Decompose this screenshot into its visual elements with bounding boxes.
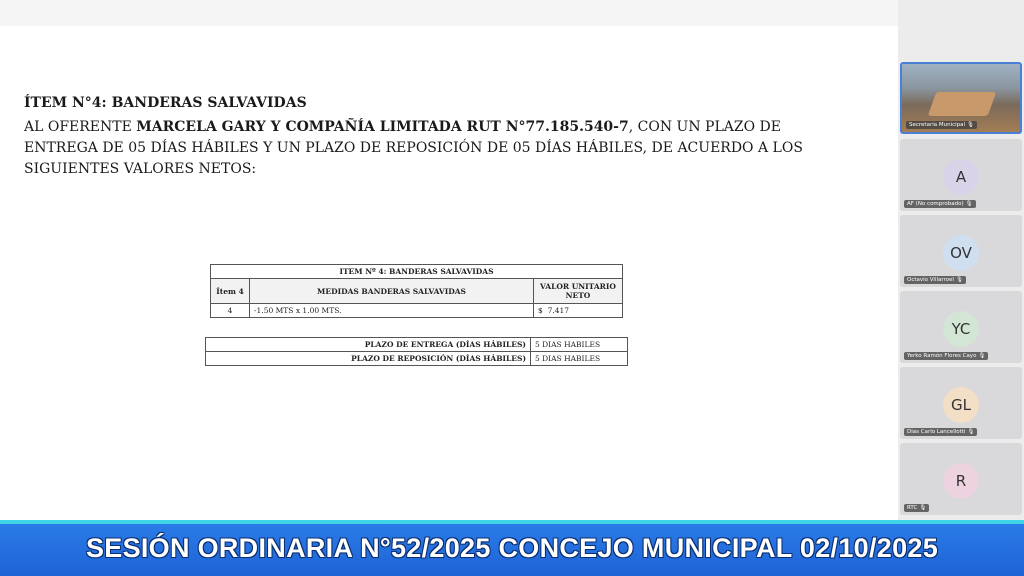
table-row bbox=[206, 352, 628, 366]
participant-tile[interactable] bbox=[900, 367, 1022, 439]
cell-measure: -1.50 MTS x 1.00 MTS. bbox=[250, 304, 534, 318]
currency-symbol: $ bbox=[538, 306, 543, 315]
avatar: R bbox=[943, 463, 979, 499]
col-header-value: VALOR UNITARIO NETO bbox=[534, 279, 623, 304]
session-banner bbox=[0, 520, 1024, 576]
avatar: A bbox=[943, 159, 979, 195]
mic-muted-icon: 🎙 bbox=[965, 201, 973, 207]
para-suffix: , CON UN PLAZO DE ENTREGA DE 05 DÍAS HÁBILES Y UN PLAZO DE REPOSICIÓN DE 05 DÍAS HÁBILES, DE ACUERDO A LOS SIGUIENTES VALORES NETOS: bbox=[24, 119, 803, 177]
mic-muted-icon: 🎙 bbox=[978, 353, 986, 359]
participant-name: Octavio Villarroel 🎙 bbox=[904, 276, 966, 284]
cell-item: 4 bbox=[211, 304, 250, 318]
participant-tile-video[interactable] bbox=[900, 62, 1022, 134]
participant-tile[interactable] bbox=[900, 215, 1022, 287]
participant-tile[interactable] bbox=[900, 291, 1022, 363]
para-prefix: AL OFERENTE bbox=[24, 119, 137, 135]
document-top-bar bbox=[0, 0, 898, 26]
banner-title: SESIÓN ORDINARIA N°52/2025 CONCEJO MUNICIPAL 02/10/2025 bbox=[85, 532, 939, 563]
mic-muted-icon: 🎙 bbox=[967, 122, 975, 128]
item-heading: ÍTEM N°4: BANDERAS SALVAVIDAS bbox=[24, 95, 307, 111]
delivery-term-value: 5 DIAS HABILES bbox=[531, 338, 628, 352]
mic-muted-icon: 🎙 bbox=[919, 505, 927, 511]
replacement-term-value: 5 DIAS HABILES bbox=[531, 352, 628, 366]
avatar: OV bbox=[943, 235, 979, 271]
price-table bbox=[210, 264, 623, 318]
participant-tile[interactable] bbox=[900, 139, 1022, 211]
participant-name: Secretaria Municipal 🎙 bbox=[906, 121, 977, 129]
table-row bbox=[211, 304, 623, 318]
avatar: GL bbox=[943, 387, 979, 423]
replacement-term-label: PLAZO DE REPOSICIÓN (DÍAS HÁBILES) bbox=[206, 352, 531, 366]
avatar: YC bbox=[943, 311, 979, 347]
award-paragraph bbox=[24, 117, 854, 180]
col-header-item: Ítem 4 bbox=[211, 279, 250, 304]
table-row bbox=[206, 338, 628, 352]
terms-table bbox=[205, 337, 628, 366]
meeting-table-shape bbox=[928, 92, 997, 116]
mic-muted-icon: 🎙 bbox=[955, 277, 963, 283]
bidder-name: MARCELA GARY Y COMPAÑÍA LIMITADA RUT N°77.185.540-7 bbox=[136, 119, 629, 135]
participant-name: RTC 🎙 bbox=[904, 504, 929, 512]
mic-muted-icon: 🎙 bbox=[967, 429, 975, 435]
col-header-measure: MEDIDAS BANDERAS SALVAVIDAS bbox=[250, 279, 534, 304]
participant-tile[interactable] bbox=[900, 443, 1022, 515]
participants-panel bbox=[898, 62, 1024, 520]
participant-name: Yerko Ramón Flores Cayo 🎙 bbox=[904, 352, 988, 360]
participant-name: Dias Carlo Lancellotti 🎙 bbox=[904, 428, 977, 436]
unit-value: 7.417 bbox=[547, 306, 570, 315]
banner-accent-line bbox=[0, 520, 1024, 524]
cell-value bbox=[534, 304, 623, 318]
participant-name: AF (No comprobado) 🎙 bbox=[904, 200, 976, 208]
price-table-title: ITEM Nº 4: BANDERAS SALVAVIDAS bbox=[211, 265, 623, 279]
delivery-term-label: PLAZO DE ENTREGA (DÍAS HÁBILES) bbox=[206, 338, 531, 352]
